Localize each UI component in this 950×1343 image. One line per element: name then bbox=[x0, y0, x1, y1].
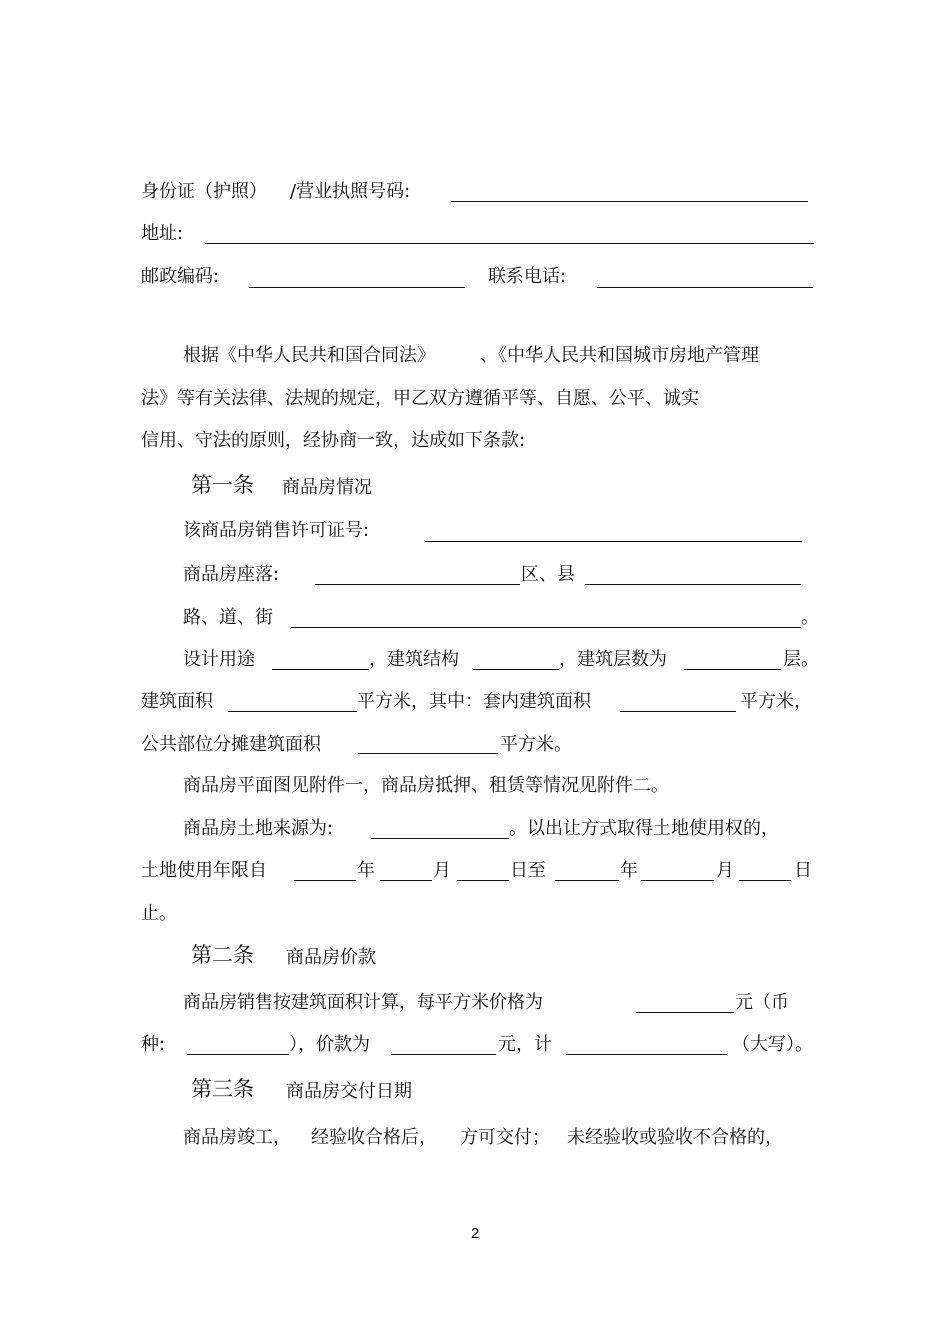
price-label: 商品房销售按建筑面积计算，每平方米价格为 bbox=[183, 992, 543, 1013]
location-label: 商品房座落: bbox=[183, 564, 280, 585]
area-unit: 平方米，其中：套内建筑面积 bbox=[357, 691, 591, 712]
shared-area-field[interactable] bbox=[358, 753, 498, 754]
currency-field[interactable] bbox=[187, 1054, 289, 1055]
end-month-field[interactable] bbox=[641, 880, 714, 881]
start-month-label: 月 bbox=[433, 860, 451, 881]
shared-area-unit: 平方米。 bbox=[500, 734, 572, 755]
end-year-field[interactable] bbox=[555, 880, 619, 881]
upper-amount-field[interactable] bbox=[566, 1054, 727, 1055]
district-field[interactable] bbox=[585, 584, 801, 585]
total-price-label: ），价款为 bbox=[289, 1034, 370, 1055]
art1-title: 商品房情况 bbox=[282, 477, 372, 498]
inner-area-field[interactable] bbox=[620, 711, 736, 712]
postal-label: 邮政编码: bbox=[141, 266, 220, 287]
address-label: 地址: bbox=[141, 223, 184, 244]
intro-line-1a: 根据《中华人民共和国合同法》 bbox=[183, 345, 435, 366]
floors-label: ，建筑层数为 bbox=[559, 649, 667, 670]
phone-label: 联系电话: bbox=[488, 266, 567, 287]
area-field[interactable] bbox=[228, 711, 357, 712]
id-number-field[interactable] bbox=[451, 201, 808, 202]
phone-field[interactable] bbox=[597, 287, 813, 288]
structure-label: ，建筑结构 bbox=[369, 649, 459, 670]
road-period: 。 bbox=[801, 607, 819, 628]
unit-price-field[interactable] bbox=[636, 1012, 734, 1013]
design-use-label: 设计用途 bbox=[183, 649, 255, 670]
end-day-label: 日 bbox=[794, 860, 812, 881]
annex-note: 商品房平面图见附件一，商品房抵押、租赁等情况见附件二。 bbox=[183, 775, 669, 796]
land-source-tail: 。以出让方式取得土地使用权的， bbox=[509, 818, 779, 839]
total-price-field[interactable] bbox=[391, 1054, 496, 1055]
postal-code-field[interactable] bbox=[249, 287, 465, 288]
district-label: 区、县 bbox=[521, 564, 575, 585]
art2-title: 商品房价款 bbox=[286, 947, 376, 968]
land-term-end: 止。 bbox=[141, 903, 177, 924]
total-label: 元，计 bbox=[498, 1034, 552, 1055]
intro-line-2: 法》等有关法律、法规的规定，甲乙双方遵循平等、自愿、公平、诚实 bbox=[141, 388, 699, 409]
start-year-field[interactable] bbox=[294, 880, 356, 881]
structure-field[interactable] bbox=[473, 669, 559, 670]
start-month-field[interactable] bbox=[380, 880, 432, 881]
end-year-label: 年 bbox=[620, 860, 638, 881]
location-field[interactable] bbox=[315, 584, 520, 585]
permit-label: 该商品房销售许可证号: bbox=[183, 520, 370, 541]
delivery-clause-2: 经验收合格后， bbox=[311, 1127, 437, 1148]
id-label: 身份证（护照） bbox=[141, 181, 267, 202]
inner-area-unit: 平方米， bbox=[740, 691, 812, 712]
currency-label-a: 元（币 bbox=[735, 992, 789, 1013]
intro-line-1b: 、《中华人民共和国城市房地产管理 bbox=[480, 345, 759, 366]
delivery-clause-1: 商品房竣工， bbox=[183, 1127, 291, 1148]
upper-label: （大写）。 bbox=[732, 1034, 813, 1055]
permit-field[interactable] bbox=[425, 541, 802, 542]
delivery-clause-3: 方可交付； bbox=[460, 1127, 550, 1148]
road-field[interactable] bbox=[291, 627, 801, 628]
start-day-label: 日至 bbox=[510, 860, 546, 881]
end-month-label: 月 bbox=[716, 860, 734, 881]
land-source-label: 商品房土地来源为: bbox=[183, 818, 334, 839]
land-source-field[interactable] bbox=[371, 838, 509, 839]
land-term-label: 土地使用年限自 bbox=[141, 860, 267, 881]
license-label: /营业执照号码: bbox=[290, 181, 411, 202]
start-day-field[interactable] bbox=[457, 880, 509, 881]
end-day-field[interactable] bbox=[739, 880, 791, 881]
delivery-clause-4: 未经验收或验收不合格的， bbox=[567, 1127, 783, 1148]
shared-area-label: 公共部位分摊建筑面积 bbox=[141, 734, 321, 755]
floors-unit: 层。 bbox=[783, 649, 819, 670]
area-label: 建筑面积 bbox=[141, 691, 213, 712]
art2-number: 第二条 bbox=[191, 943, 254, 967]
art3-number: 第三条 bbox=[191, 1077, 254, 1101]
design-use-field[interactable] bbox=[272, 669, 369, 670]
page-number: 2 bbox=[471, 1225, 480, 1242]
address-field[interactable] bbox=[205, 243, 814, 244]
start-year-label: 年 bbox=[357, 860, 375, 881]
currency-label-b: 种: bbox=[141, 1034, 166, 1055]
floors-field[interactable] bbox=[684, 669, 781, 670]
art3-title: 商品房交付日期 bbox=[286, 1081, 412, 1102]
art1-number: 第一条 bbox=[191, 473, 254, 497]
intro-line-3: 信用、守法的原则，经协商一致，达成如下条款: bbox=[141, 430, 526, 451]
road-label: 路、道、街 bbox=[183, 607, 273, 628]
